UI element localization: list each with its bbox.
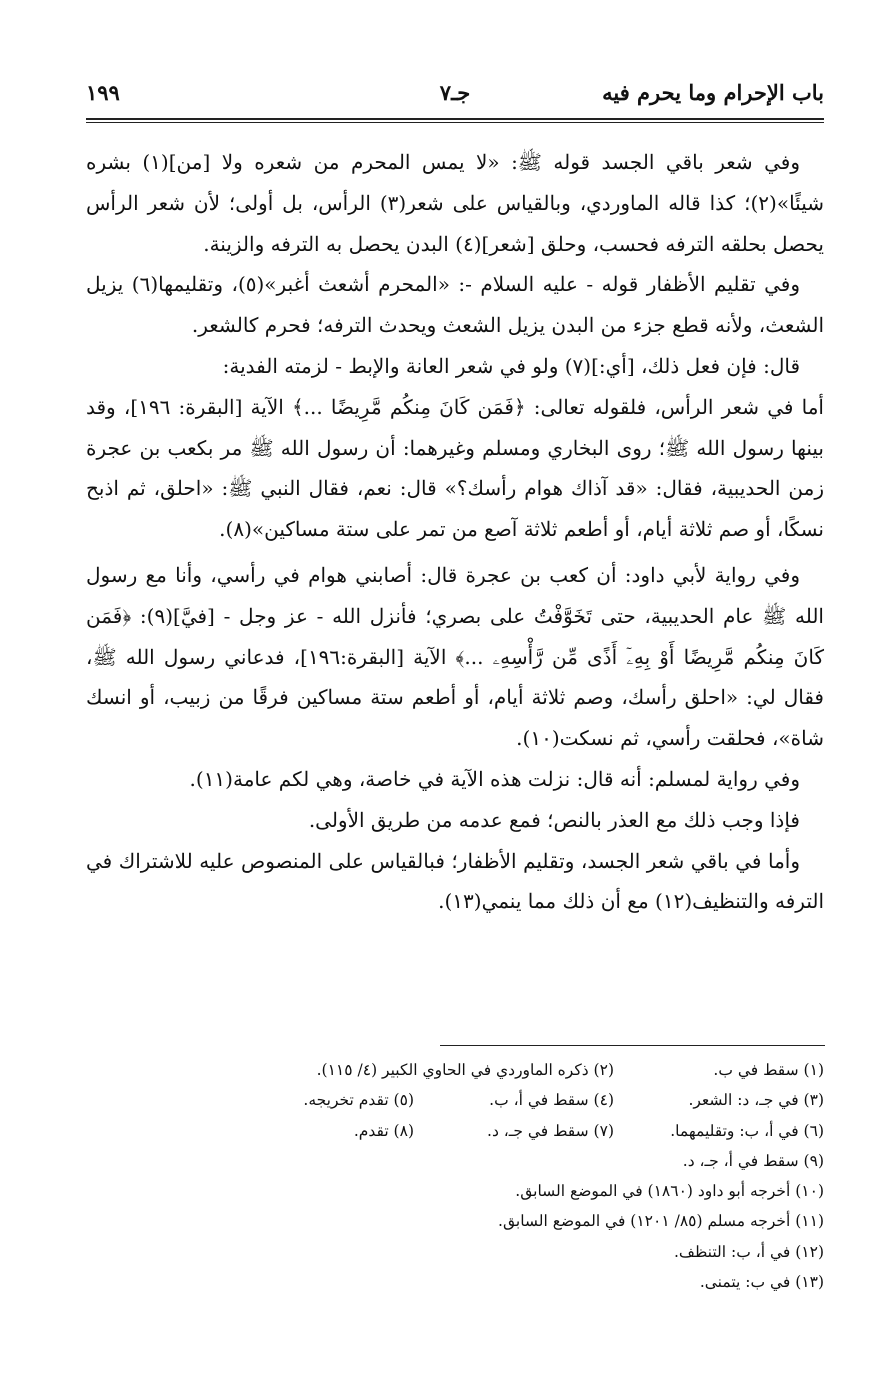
footnote-separator [440,1045,825,1046]
paragraph: وأما في باقي شعر الجسد، وتقليم الأظفار؛ فبالقياس على المنصوص عليه للاشتراك في الترفه والتنظيف(١٢) مع أن ذلك مما ينمي(١٣). [86,848,824,914]
footnote: (١) سقط في ب. [713,1061,824,1079]
paragraph: وفي رواية لمسلم: أنه قال: نزلت هذه الآية في خاصة، وهي لكم عامة(١١). [189,766,800,791]
running-header [86,74,824,114]
chapter-title: باب الإحرام وما يحرم فيه [602,80,824,105]
volume-label: جـ٧ [439,80,471,105]
paragraph: فإذا وجب ذلك مع العذر بالنص؛ فمع عدمه من طريق الأولى. [308,807,800,832]
footnote: (٩) سقط في أ، جـ، د. [682,1151,824,1170]
footnotes [86,1055,824,1297]
footnote: (٧) سقط في جـ، د. [487,1121,614,1140]
footnote-row [86,1237,824,1267]
paragraph: وفي تقليم الأظفار قوله - عليه السلام -: «المحرم أشعث أغبر»(٥)، وتقليمها(٦) يزيل الشعث، ولأنه قطع جزء من البدن يزيل الشعث ويحدث الترفه؛ فحرم كالشعر. [86,272,824,338]
footnote-row [86,1085,824,1115]
header-rule-thin [86,122,824,123]
footnote-row [86,1116,824,1146]
footnote-row [86,1267,824,1297]
footnote-row [86,1206,824,1236]
footnote-row [86,1055,824,1085]
main-text [86,142,824,922]
footnote: (٦) في أ، ب: وتقليمهما. [670,1121,824,1140]
footnote: (١٣) في ب: يتمنى. [699,1273,824,1292]
footnote: (١٢) في أ، ب: التنظف. [674,1242,824,1261]
footnote-row [86,1146,824,1176]
paragraph: وفي رواية لأبي داود: أن كعب بن عجرة قال: أصابني هوام في رأسي، وأنا مع رسول الله ﷺ عام الحديبية، حتى تَخَوَّفْتُ على بصري؛ فأنزل الله - عز وجل - [فيَّ](٩): ﴿فَمَن كَانَ مِنكُم مَّرِيضًا أَوْ بِهِۦٓ أَذًى مِّن رَّأْسِهِۦ ...﴾ الآية [البقرة:١٩٦]، فدعاني رسول الله ﷺ، فقال لي: «احلق رأسك، وصم ثلاثة أيام، أو أطعم ستة مساكين فرقًا من زبيب، أو انسك شاة»، فحلقت رأسي، ثم نسكت(١٠). [86,562,824,751]
footnote-row [86,1176,824,1206]
header-rule [86,118,824,120]
footnote: (٨) تقدم. [353,1121,414,1140]
footnote: (٥) تقدم تخريجه. [303,1091,414,1110]
footnote: (٤) سقط في أ، ب. [489,1091,614,1110]
page-number: ١٩٩ [86,80,120,105]
paragraph: وفي شعر باقي الجسد قوله ﷺ: «لا يمس المحرم من شعره ولا [من](١) بشره شيئًا»(٢)؛ كذا قاله الماوردي، وبالقياس على شعر(٣) الرأس، بل أولى؛ لأن شعر الرأس يحصل بحلقه الترفه فحسب، وحلق [شعر](٤) البدن يحصل به الترفه والزينة. [86,150,824,256]
paragraph: أما في شعر الرأس، فلقوله تعالى: ﴿فَمَن كَانَ مِنكُم مَّرِيضًا ...﴾ الآية [البقرة: ١٩٦]، وقد بينها رسول الله ﷺ؛ روى البخاري ومسلم وغيرهما: أن رسول الله ﷺ مر بكعب بن عجرة زمن الحديبية، فقال: «قد آذاك هوام رأسك؟» قال: نعم، فقال النبي ﷺ: «احلق، ثم اذبح نسكًا، أو صم ثلاثة أيام، أو أطعم ثلاثة آصع من تمر على ستة مساكين»(٨). [86,394,824,542]
footnote: (١١) أخرجه مسلم (٨٥/ ١٢٠١) في الموضع السابق. [498,1212,824,1231]
footnote: (٣) في جـ، د: الشعر. [688,1091,824,1110]
paragraph: قال: فإن فعل ذلك، [أي:](٧) ولو في شعر العانة والإبط - لزمته الفدية: [222,353,800,378]
footnote: (٢) ذكره الماوردي في الحاوي الكبير (٤/ ١١٥). [316,1061,614,1079]
footnote: (١٠) أخرجه أبو داود (١٨٦٠) في الموضع السابق. [515,1182,824,1201]
